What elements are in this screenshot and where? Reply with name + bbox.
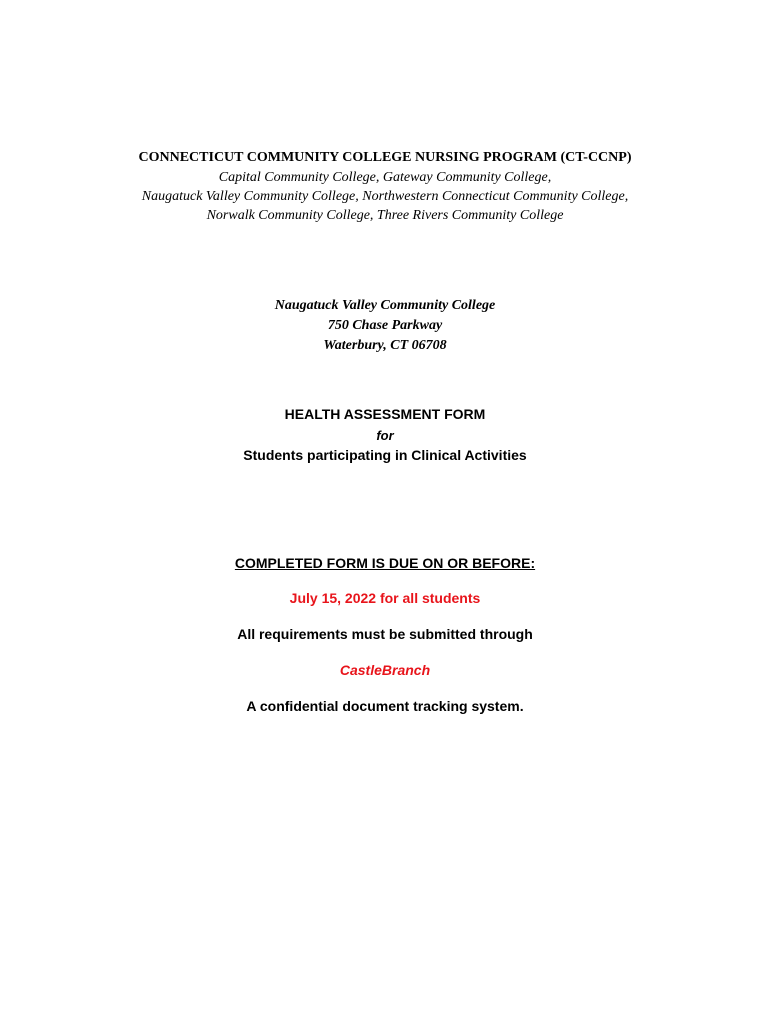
castlebranch-name: CastleBranch — [339, 662, 431, 678]
due-date: July 15, 2022 for all students — [289, 590, 481, 606]
colleges-line-3: Norwalk Community College, Three Rivers Community College — [206, 208, 564, 223]
system-description: A confidential document tracking system. — [246, 698, 524, 714]
address-street: 750 Chase Parkway — [327, 318, 443, 333]
form-title: HEALTH ASSESSMENT FORM — [284, 406, 486, 422]
due-heading: COMPLETED FORM IS DUE ON OR BEFORE: — [234, 555, 536, 571]
form-subtitle: Students participating in Clinical Activities — [243, 447, 527, 463]
program-title: CONNECTICUT COMMUNITY COLLEGE NURSING PROGRAM (CT-CCNP) — [138, 150, 632, 165]
colleges-line-2: Naugatuck Valley Community College, Northwestern Connecticut Community College, — [141, 189, 629, 204]
requirements-text: All requirements must be submitted through — [237, 626, 533, 642]
address-city: Waterbury, CT 06708 — [323, 338, 447, 353]
address-college-name: Naugatuck Valley Community College — [274, 298, 496, 313]
colleges-line-1: Capital Community College, Gateway Community College, — [218, 170, 552, 185]
form-for: for — [376, 428, 394, 443]
